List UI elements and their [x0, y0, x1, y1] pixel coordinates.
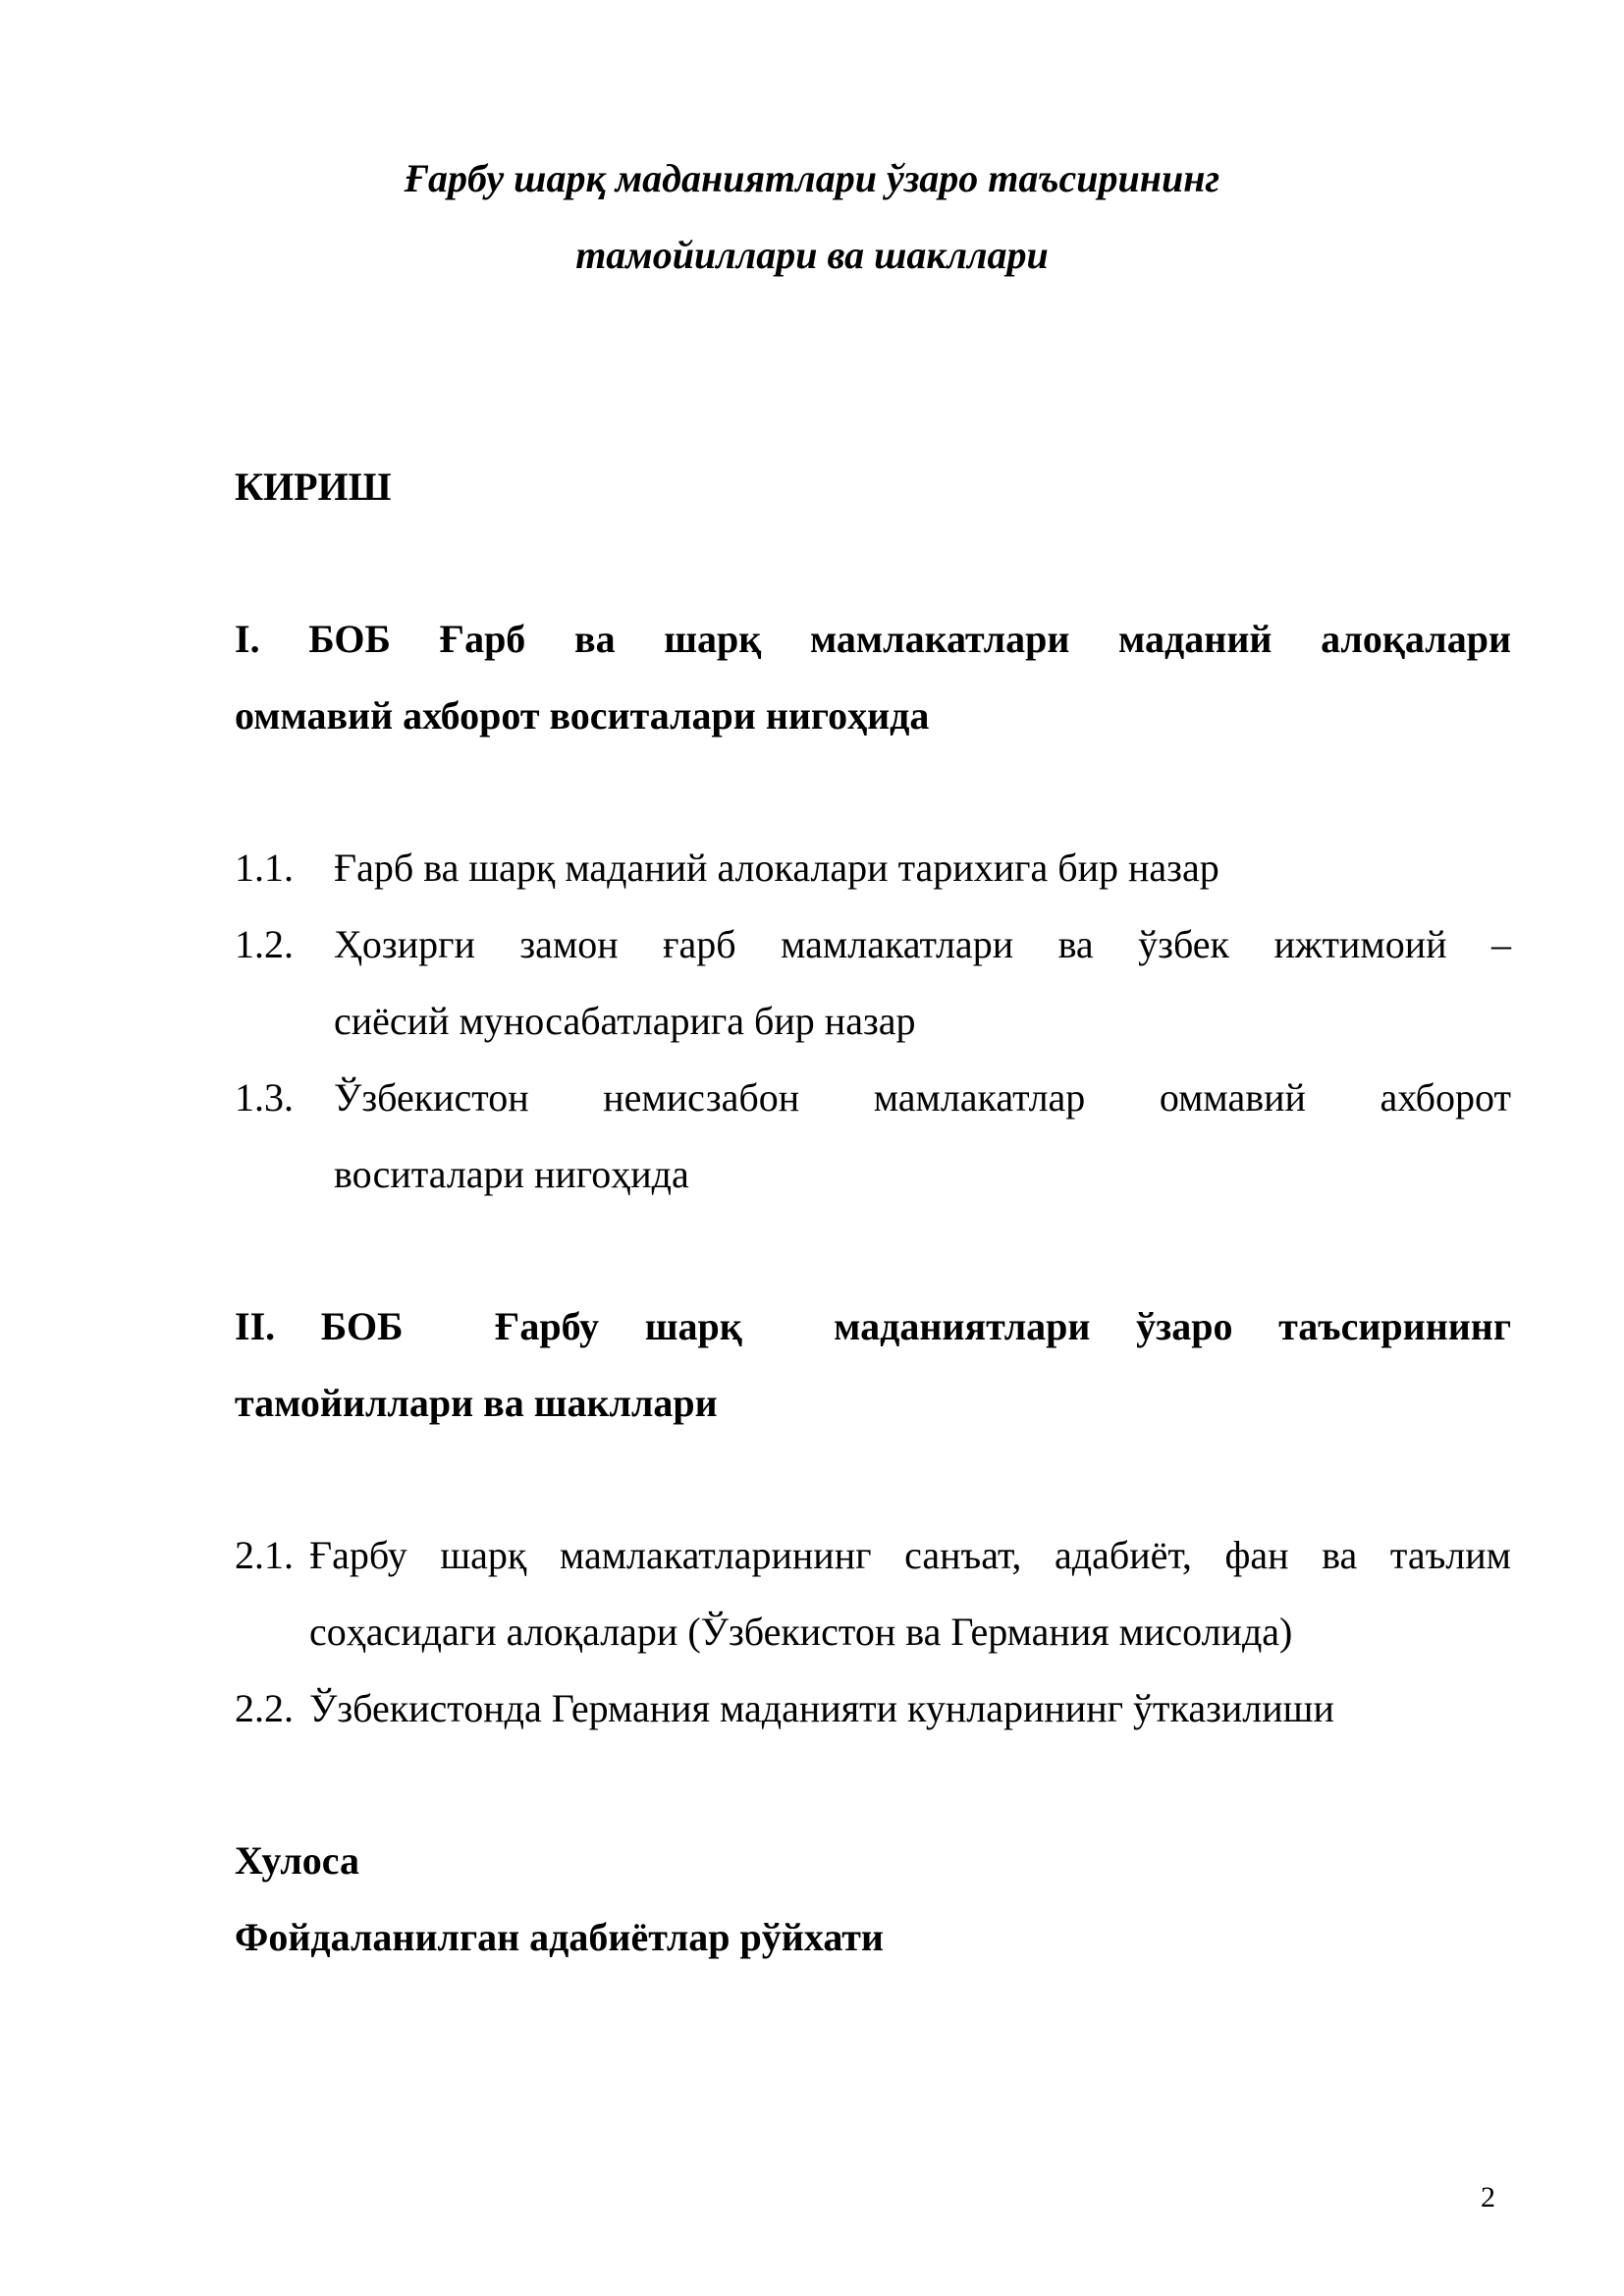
toc-item-1-2	[235, 906, 1511, 983]
references-heading: Фойдаланилган адабиётлар рўйхати	[235, 1915, 884, 1959]
toc-item-text-continuation: сиёсий муносабатларига бир назар	[334, 999, 916, 1043]
conclusion-heading: Хулоса	[235, 1838, 360, 1883]
intro-heading: КИРИШ	[235, 465, 392, 509]
document-title-line-1: Ғарбу шарқ маданиятлари ўзаро таъсирининг	[404, 156, 1220, 200]
toc-item-text: Ўзбекистон немисзабон мамлакатлар оммавий ахборот	[334, 1075, 1511, 1120]
toc-item-2-1	[235, 1517, 1511, 1594]
toc-item-number: 2.1.	[235, 1533, 294, 1577]
document-title-line-2: тамойиллари ва шакллари	[575, 233, 1049, 277]
chapter-1-heading-line-1: I. БОБ Ғарб ва шарқ мамлакатлари маданий алоқалари	[235, 617, 1511, 661]
toc-item-number: 1.3.	[235, 1075, 294, 1120]
toc-item-text: Ўзбекистонда Германия маданияти кунларининг ўтказилиши	[309, 1686, 1334, 1730]
toc-item-text: Ғарбу шарқ мамлакатларининг санъат, адабиёт, фан ва таълим	[309, 1533, 1511, 1577]
toc-item-1-3	[235, 1060, 1511, 1136]
toc-item-2-2	[235, 1670, 1511, 1747]
page-number: 2	[1481, 2181, 1495, 2214]
chapter-2-heading-line-1: II. БОБ Ғарбу шарқ маданиятлари ўзаро таъсирининг	[235, 1304, 1511, 1348]
toc-item-number: 1.2.	[235, 922, 294, 966]
toc-item-text-continuation: соҳасидаги алоқалари (Ўзбекистон ва Германия мисолида)	[309, 1610, 1293, 1654]
toc-item-number: 2.2.	[235, 1686, 294, 1730]
toc-item-text-continuation: воситалари нигоҳида	[334, 1152, 689, 1196]
toc-item-text: Ғарб ва шарқ маданий алокалари тарихига бир назар	[334, 846, 1219, 890]
toc-item-text: Ҳозирги замон ғарб мамлакатлари ва ўзбек ижтимоий –	[334, 922, 1511, 966]
chapter-2-heading-line-2: тамойиллари ва шакллари	[235, 1381, 718, 1425]
toc-item-1-1	[235, 830, 1511, 906]
toc-item-number: 1.1.	[235, 846, 294, 890]
chapter-1-heading-line-2: оммавий ахборот воситалари нигоҳида	[235, 693, 930, 738]
